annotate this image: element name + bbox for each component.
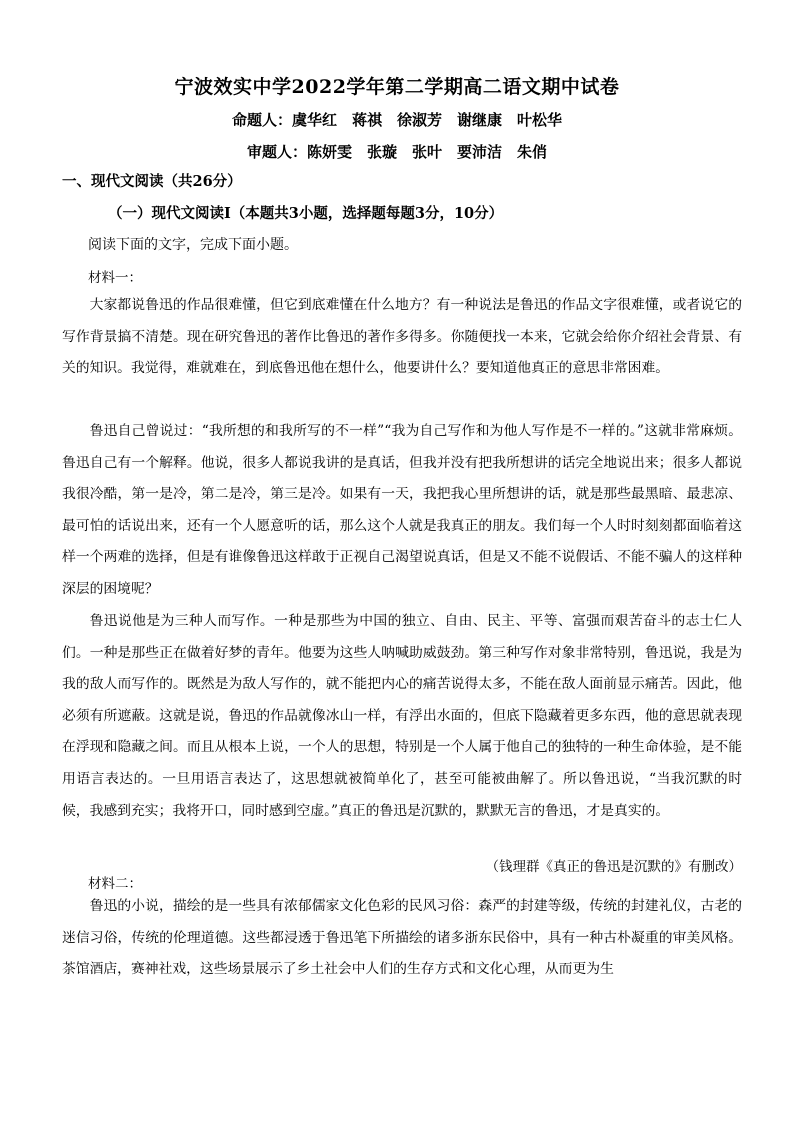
- section-heading: 一、现代文阅读（共26分）: [62, 173, 242, 190]
- material-one-paragraph-3: 鲁迅说他是为三种人而写作。一种是那些为中国的独立、自由、民主、平等、富强而艰苦奋斗的志士仁人们。一种是那些正在做着好梦的青年。他要为这些人呐喊助威鼓劲。第三种写作对象非常特别，鲁迅说，我是为我的敌人而写作的。既然是为敌人写作的，就不能把内心的痛苦说得太多，不能在敌人面前显示痛苦。因此，他必须有所遮蔽。这就是说，鲁迅的作品就像冰山一样，有浮出水面的，但底下隐藏着更多东西，他的意思就表现在浮现和隐藏之间。而且从根本上说，一个人的思想，特别是一个人属于他自己的独特的一种生命体验，是不能用语言表达的。一旦用语言表达了，这思想就被简单化了，甚至可能被曲解了。所以鲁迅说，“当我沉默的时候，我感到充实；我将开口，同时感到空虚。”真正的鲁迅是沉默的，默默无言的鲁迅，才是真实的。: [62, 613, 742, 819]
- material-one-source: （钱理群《真正的鲁迅是沉默的》有删改）: [485, 859, 742, 875]
- reviewers-line: 审题人：陈妍雯 张璇 张叶 要沛洁 朱俏: [246, 143, 547, 161]
- material-two-paragraph-1: 鲁迅的小说，描绘的是一些具有浓郁儒家文化色彩的民风习俗：森严的封建等级，传统的封建礼仪，古老的迷信习俗，传统的伦理道德。这些都浸透于鲁迅笔下所描绘的诸多浙东民俗中，具有一种古朴凝重的审美风格。茶馆酒店，赛神社戏，这些场景展示了乡土社会中人们的生存方式和文化心理，从而更为生: [62, 898, 742, 978]
- material-two-label: 材料二：: [88, 876, 142, 892]
- material-one-label: 材料一：: [88, 270, 142, 286]
- reading-instruction: 阅读下面的文字，完成下面小题。: [88, 237, 298, 253]
- material-one-paragraph-1: 大家都说鲁迅的作品很难懂，但它到底难懂在什么地方？有一种说法是鲁迅的作品文字很难懂，或者说它的写作背景搞不清楚。现在研究鲁迅的著作比鲁迅的著作多得多。你随便找一本来，它就会给你介绍社会背景、有关的知识。我觉得，难就难在，到底鲁迅他在想什么，他要讲什么？要知道他真正的意思非常困难。: [62, 297, 742, 377]
- exam-title: 宁波效实中学2022学年第二学期高二语文期中试卷: [174, 76, 620, 98]
- subsection-heading: （一）现代文阅读Ⅰ（本题共3小题，选择题每题3分，10分）: [108, 205, 504, 222]
- material-one-paragraph-2: 鲁迅自己曾说过：“我所想的和我所写的不一样”“我为自己写作和为他人写作是不一样的。”这就非常麻烦。鲁迅自己有一个解释。他说，很多人都说我讲的是真话，但我并没有把我所想讲的话完全地说出来；很多人都说我很冷酷，第一是冷，第二是冷，第三是冷。如果有一天，我把我心里所想讲的话，就是那些最黑暗、最悲凉、最可怕的话说出来，还有一个人愿意听的话，那么这个人就是我真正的朋友。我们每一个人时时刻刻都面临着这样一个两难的选择，但是有谁像鲁迅这样敢于正视自己渴望说真话，但是又不能不说假话、不能不骗人的这样种深层的困境呢？: [62, 423, 742, 597]
- setters-line: 命题人：虞华红 蒋祺 徐淑芳 谢继康 叶松华: [231, 111, 562, 129]
